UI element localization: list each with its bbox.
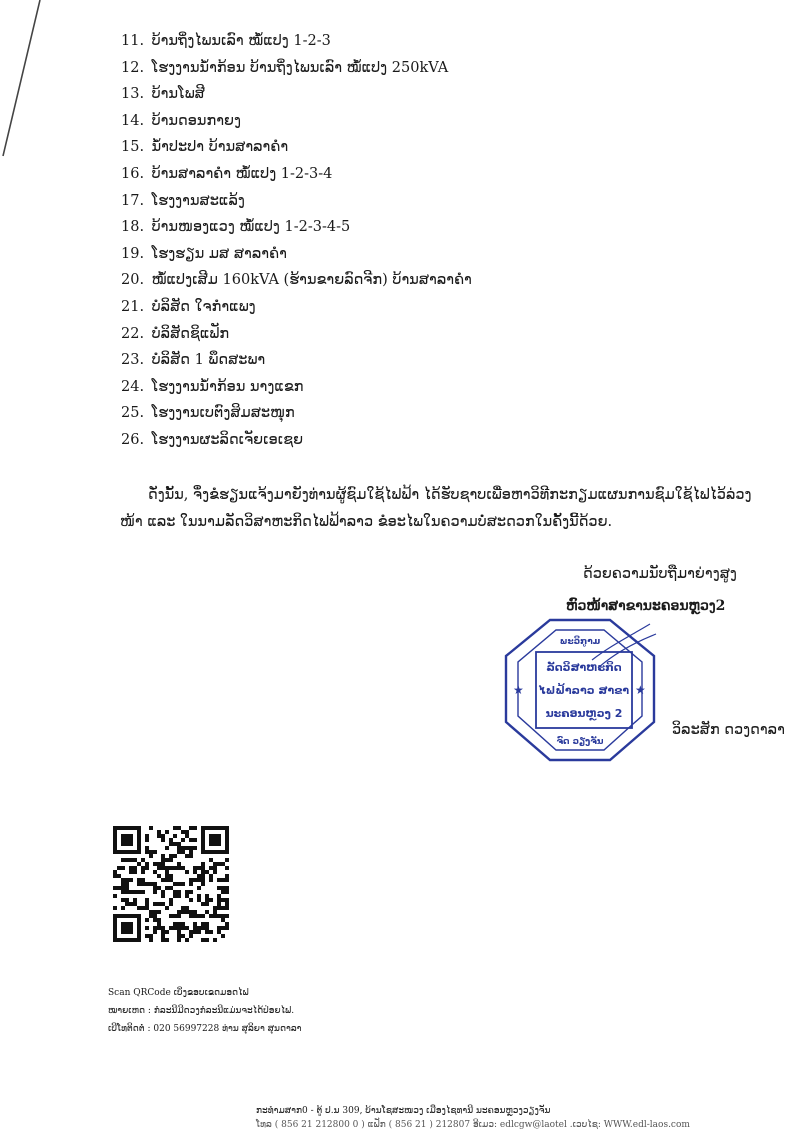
list-item	[121, 134, 472, 161]
stamp-line-1: ລັດວິສາຫະກິດ	[546, 661, 622, 674]
qr-caption-line-3: ເບີໂທຕິດຕໍ່ : 020 56997228 ທ່ານ ສຸລິຍາ ສຸນດາລາ	[108, 1024, 302, 1034]
paragraph-line-2: ໜ້າ ແລະ ໃນນາມລັດວິສາຫະກິດໄຟຟ້າລາວ ຂໍອະໄພໃນຄວາມບໍ່ສະດວກໃນຄັ້ງນີ້ດ້ວຍ.	[120, 514, 613, 530]
list-item	[121, 214, 472, 241]
list-item-number: 14.	[121, 112, 145, 129]
list-item	[121, 108, 472, 135]
list-item	[121, 267, 472, 294]
qr-caption	[108, 984, 302, 1038]
list-item-number: 25.	[121, 405, 145, 422]
list-item-text: ໂຮງງານນໍ້າກ້ອນ ບ້ານຖິ່ງໄພນເລົາ ໝໍ້ແປງ 250kVA	[151, 59, 449, 76]
official-stamp	[500, 616, 660, 766]
page-footer	[256, 1104, 690, 1132]
list-item-number: 15.	[121, 139, 145, 156]
list-item	[121, 374, 472, 401]
list-item	[121, 347, 472, 374]
stamp-line-2: ໄຟຟ້າລາວ ສາຂາ	[538, 684, 630, 697]
scan-edge-line	[0, 0, 60, 160]
star-icon: ★	[513, 683, 524, 697]
list-item-number: 18.	[121, 219, 145, 236]
list-item-text: ໂຮງຮຽນ ມສ ສາລາຄໍາ	[151, 245, 287, 262]
list-item-text: ໂຮງງານຜະລິດເຈັຍເອເຊຍ	[151, 431, 304, 448]
list-item	[121, 81, 472, 108]
stamp-bottom-text: ຈົດ ວຽງຈັນ	[556, 737, 604, 747]
stamp-top-text: ພະວິກູາມ	[559, 637, 601, 647]
list-item-number: 16.	[121, 165, 145, 182]
star-icon: ★	[635, 683, 646, 697]
list-item-number: 11.	[121, 33, 145, 49]
list-item-text: ໝໍ້ແປງເສີມ 160kVA (ຮ້ານຂາຍລົດຈີກ) ບ້ານສາລາຄໍາ	[151, 272, 472, 289]
list-item-number: 13.	[121, 86, 145, 103]
closing-phrase: ດ້ວຍຄວາມນັບຖືມາຍ່າງສູງ	[583, 566, 737, 582]
signature-title: ຫົວໜ້າສາຂານະຄອນຫຼວງ2	[566, 598, 726, 614]
qr-code	[108, 824, 234, 944]
list-item-number: 22.	[121, 325, 145, 342]
list-item-text: ບໍລິສັດຊິແຟັກ	[151, 325, 230, 342]
list-item-number: 26.	[121, 431, 145, 448]
list-item-number: 19.	[121, 245, 145, 262]
list-item-text: ບ້ານດອນກາຍງ	[151, 112, 241, 129]
list-item-text: ບ້ານໂພສີ	[151, 86, 205, 103]
list-item-text: ໂຮງງານສະແລ້ງ	[151, 192, 245, 209]
stamp-line-3: ນະຄອນຫຼວງ 2	[545, 707, 623, 720]
notice-paragraph	[120, 482, 760, 536]
footer-contacts: ໂທລ ( 856 21 212800 0 ) ແຟັກ ( 856 21 ) 212807 ອີເມວ: edlcgw@laotel .ເວບໄຊ: WWW.edl-laos.com	[256, 1120, 690, 1130]
paragraph-line-1: ດັ່ງນັ້ນ, ຈຶ່ງຂໍຮຽນແຈ້ງມາຍັງທ່ານຜູ້ຊົມໃຊ້ໄຟຟ້າ ໄດ້ຮັບຊາບເພື່ອຫາວິທີກະກຽມແຜນການຊົມໃຊ້ໄຟໄວ້ລ່ວງ	[148, 487, 752, 503]
list-item-text: ໂຮງງານນໍ້າກ້ອນ ນາງແຂກ	[151, 378, 304, 395]
location-list	[121, 28, 472, 454]
list-item-number: 23.	[121, 352, 145, 369]
list-item	[121, 427, 472, 454]
list-item	[121, 294, 472, 321]
list-item	[121, 161, 472, 188]
list-item-text: ນໍ້າປະປາ ບ້ານສາລາຄໍາ	[151, 139, 289, 156]
list-item-number: 24.	[121, 378, 145, 395]
list-item	[121, 241, 472, 268]
list-item-text: ບໍລິສັດ ໃຈກໍາແພງ	[151, 298, 256, 315]
footer-address: ກະທໍາມສາກ0 - ຕູ້ ປ.ນ 309, ບ້ານໂຊສະໜວງ ເມືອງໄຊທານີ ນະຄອນຫຼວງວຽງຈັນ	[256, 1106, 551, 1116]
list-item-text: ບ້ານຖິ່ງໄພນເລົາ ໝໍ້ແປງ 1-2-3	[151, 33, 331, 49]
list-item-text: ບ້ານສາລາຄໍາ ໝໍ້ແປງ 1-2-3-4	[151, 165, 333, 182]
list-item	[121, 188, 472, 215]
qr-caption-line-1: Scan QRCode ເບິ່ງຂອບເຂດມອດໄຟ	[108, 988, 249, 998]
list-item	[121, 321, 472, 348]
list-item	[121, 55, 472, 82]
qr-caption-line-2: ໝາຍເຫດ : ກໍລະນີມີດວງກໍລະນີແມ່ນຈະໄດ້ປ່ອຍໄຟ.	[108, 1006, 295, 1016]
list-item	[121, 28, 472, 55]
list-item-text: ບ້ານໜອງແວງ ໝໍ້ແປງ 1-2-3-4-5	[151, 219, 351, 236]
list-item-number: 20.	[121, 272, 145, 289]
signer-name: ວິລະສັກ ດວງດາລາ	[672, 722, 785, 738]
list-item-number: 17.	[121, 192, 145, 209]
list-item-number: 21.	[121, 298, 145, 315]
list-item-text: ໂຮງງານເບຕົງສິມສະໜຸກ	[151, 405, 295, 422]
list-item-text: ບໍລິສັດ 1 ພຶດສະພາ	[151, 352, 266, 369]
list-item-number: 12.	[121, 59, 145, 76]
list-item	[121, 400, 472, 427]
